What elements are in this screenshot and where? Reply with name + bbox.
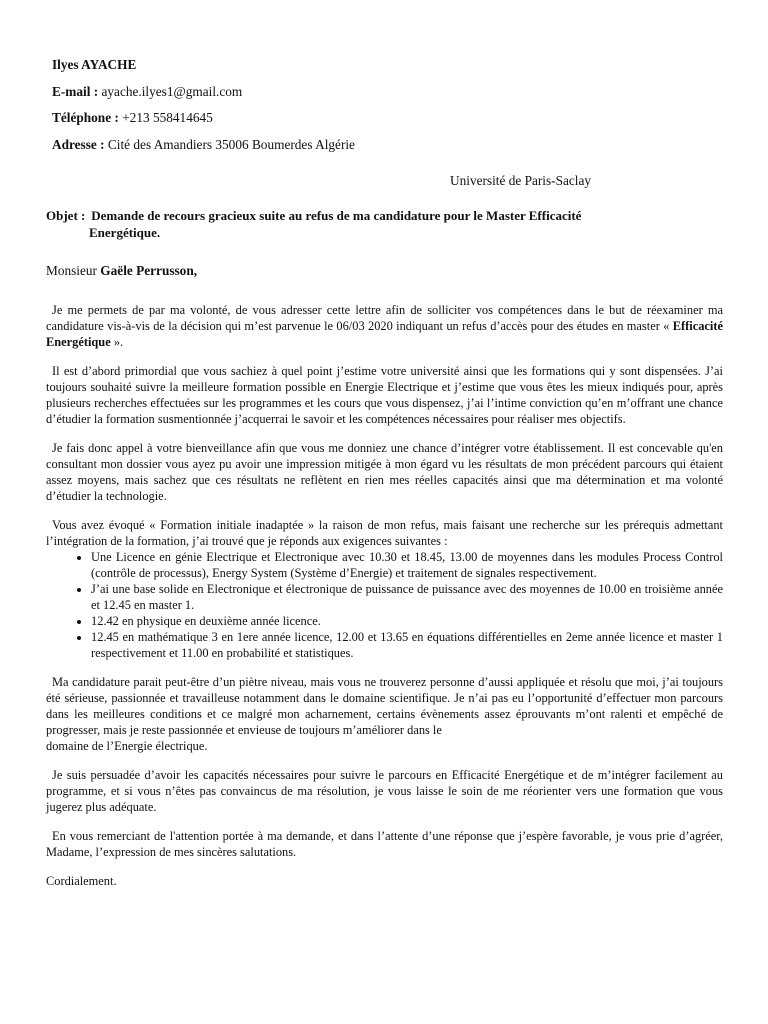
closing: Cordialement. (46, 874, 117, 888)
program-name: Efficacité Energétique (46, 319, 723, 349)
address-label: Adresse : (52, 136, 105, 152)
subject-line-1: Demande de recours gracieux suite au refus de ma candidature pour le Master Efficacité (91, 208, 582, 223)
email-label: E-mail : (52, 83, 99, 99)
list-item: • J’ai une base solide en Electronique et électronique de puissance de puissance avec des moyennes de 10.00 en troisième année et 12.45 en master 1. (91, 581, 723, 613)
sender-address-line (52, 132, 355, 159)
paragraph-6: Je suis persuadée d’avoir les capacités nécessaires pour suivre le parcours en Efficacité Energétique et de m’intégrer facilement au programme, et si vous n’êtes pas convaincus de ma résolution, je vous laisse le soin de me réorienter vers une formation que vous jugerez plus adéquate. (46, 768, 723, 814)
subject-line-2: Energétique. (89, 225, 161, 240)
paragraph-5: Ma candidature parait peut-être d’un piètre niveau, mais vous ne trouverez personne d’aussi appliquée et résolu que moi, j’ai toujours été sérieuse, passionnée et travailleuse notamment dans le domaine scientifique. Je n’ai pas eu l’opportunité d’effectuer mon parcours dans les meilleures conditions et ce malgré mon acharnement, certains évènements assez éprouvants m’ont ralenti et empêché de progresser, mais je reste passionnée et envieuse de toujours m’améliorer dans le domaine de l’Energie électrique. (46, 675, 723, 753)
requirements-list (46, 549, 723, 661)
salutation-prefix: Monsieur (46, 263, 97, 278)
salutation-name: Gaële Perrusson, (100, 263, 198, 278)
email-value: ayache.ilyes1@gmail.com (101, 83, 243, 99)
subject-label: Objet : (46, 208, 86, 223)
paragraph-7: En vous remerciant de l'attention portée à ma demande, et dans l’attente d’une réponse que j’espère favorable, je vous prie d’agréer, Madame, l’expression de mes sincères salutations. (46, 829, 723, 859)
sender-phone-line (52, 105, 355, 132)
sender-name: Ilyes AYACHE (52, 57, 137, 72)
address-value: Cité des Amandiers 35006 Boumerdes Algérie (107, 136, 355, 152)
paragraph-3: Je fais donc appel à votre bienveillance afin que vous me donniez une chance d’intégrer votre établissement. Il est concevable qu'en consultant mon dossier vous ayez pu avoir une impression mitigée à mon égard vu les résultats de mon précédent parcours qui étaient assez moyens, mais sachez que ces résultats ne reflètent en rien mes réelles capacités ainsi que ma détermination et ma volonté d’étudier la technologie. (46, 441, 723, 503)
sender-email-line (52, 79, 355, 106)
salutation (46, 263, 197, 279)
list-item: • 12.45 en mathématique 3 en 1ere année licence, 12.00 et 13.65 en équations différentielles en 2eme année licence et master 1 respectivement et 11.00 en probabilité et statistiques. (91, 629, 723, 661)
paragraph-1: Je me permets de par ma volonté, de vous adresser cette lettre afin de solliciter vos compétences dans le but de réexaminer ma candidature vis-à-vis de la décision qui m’est parvenue le 06/03 2020 indiquant un refus d’accès pour des études en master « Efficacité Energétique ». (46, 303, 723, 349)
letter-body (46, 302, 723, 902)
recipient: Université de Paris-Saclay (450, 173, 592, 188)
list-item: • Une Licence en génie Electrique et Electronique avec 10.30 et 18.45, 13.00 de moyennes dans les modules Process Control (contrôle de processus), Energy System (Système d’Energie) et traitement de signales respectivement. (91, 549, 723, 581)
paragraph-2: Il est d’abord primordial que vous sachiez à quel point j’estime votre université ainsi que les formations qui y sont dispensées. J’ai toujours souhaité suivre la meilleure formation possible en Energie Electrique et j’estime que vous êtes les mieux indiqués pour, après plusieurs recherches effectuées sur les programmes et les cours que vous dispensez, j’ai l’intime conviction qu’en m’offrant une chance d’étudier la formation susmentionnée j’acquerrai le savoir et les compétences nécessaires pour réaliser mes objectifs. (46, 364, 723, 426)
list-item: • 12.42 en physique en deuxième année licence. (91, 613, 723, 629)
phone-label: Téléphone : (52, 110, 119, 125)
sender-block (52, 52, 355, 158)
subject (46, 207, 706, 241)
phone-value: +213 558414645 (122, 110, 213, 125)
paragraph-4: Vous avez évoqué « Formation initiale inadaptée » la raison de mon refus, mais faisant une recherche sur les prérequis admettant l’intégration de la formation, j’ai trouvé que je réponds aux exigences suivantes : (46, 518, 723, 548)
